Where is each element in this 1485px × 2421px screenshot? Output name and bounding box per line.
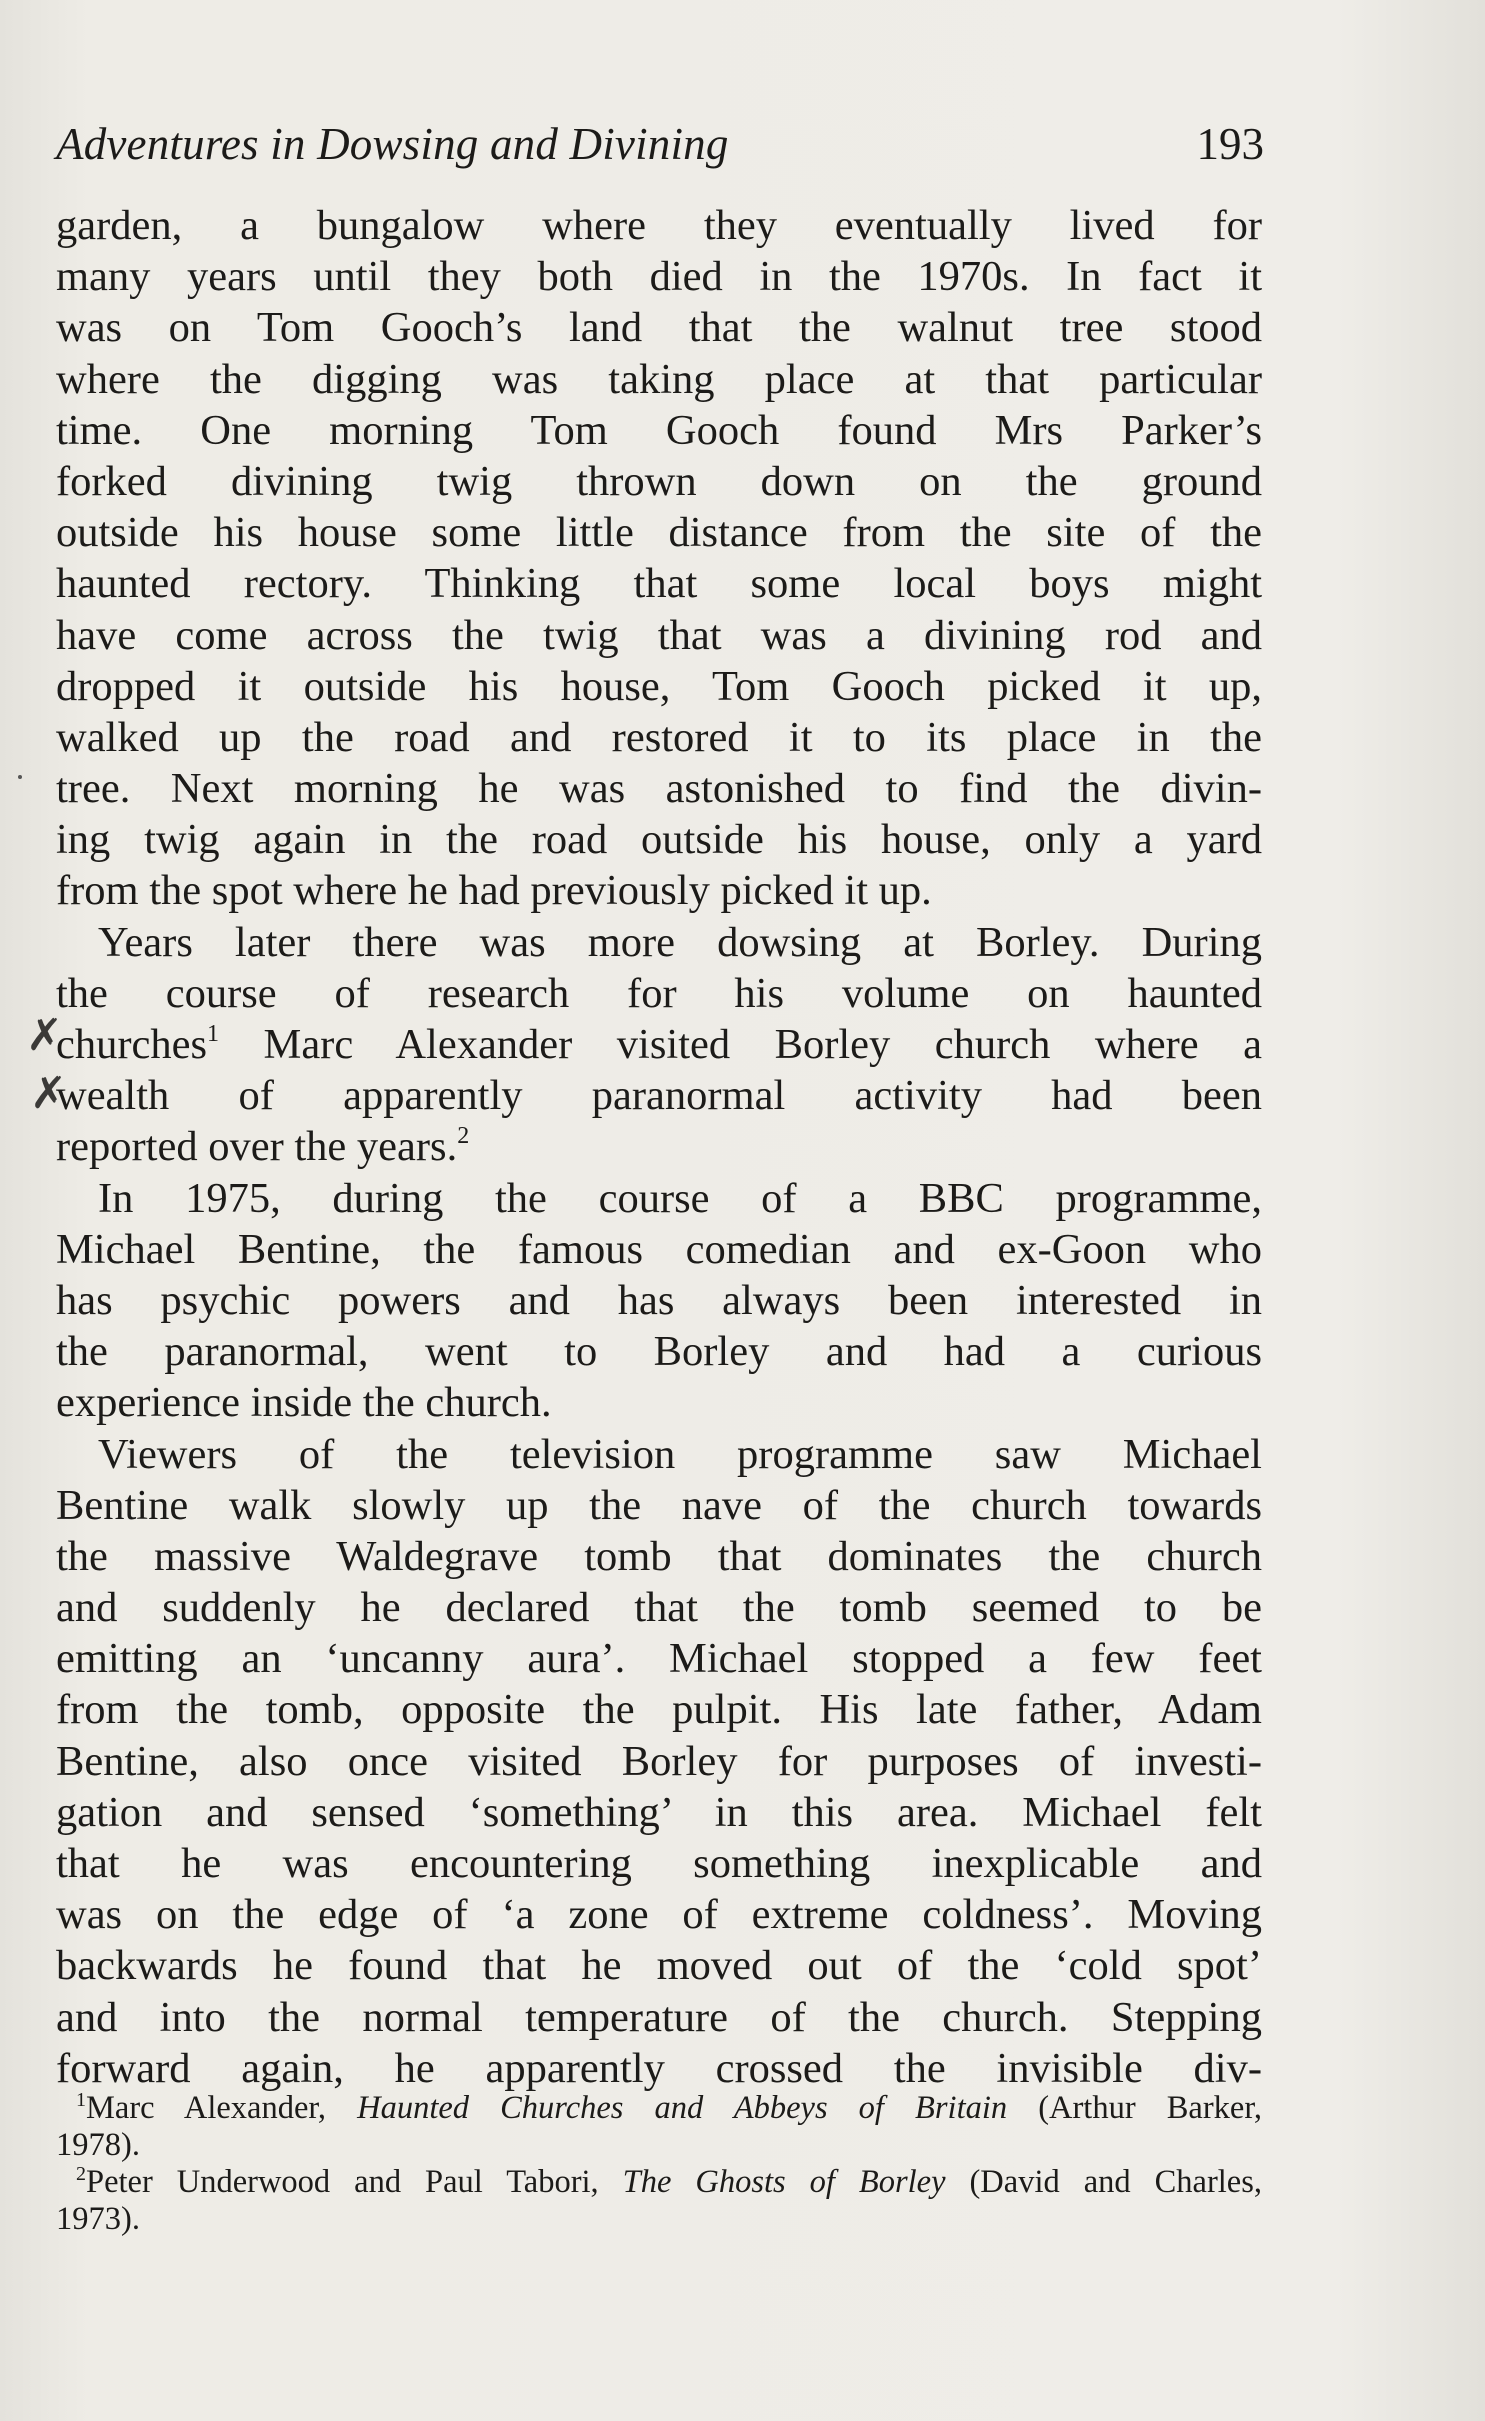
footnote-title: The Ghosts of Borley [622,2164,946,2200]
text-line: has psychic powers and has always been interested in [56,1276,1262,1324]
text-segment: churches [56,1021,208,1068]
footnote-author: Peter Underwood and Paul Tabori, [86,2164,623,2200]
footnote-author: Marc Alexander, [86,2090,358,2126]
text-line: garden, a bungalow where they eventually lived for [56,202,1262,249]
text-line: outside his house some little distance from the site of the [56,509,1262,557]
text-line: ing twig again in the road outside his house, only a yard [56,816,1262,864]
footnote-title: Haunted Churches and Abbeys of Britain [357,2090,1008,2126]
footnotes [56,2090,1262,2238]
text-line: In 1975, during the course of a BBC programme, [98,1174,1262,1222]
text-line: many years until they both died in the 1970s. In fact it [56,253,1262,301]
text-line: walked up the road and restored it to its place in the [56,713,1262,761]
text-line: time. One morning Tom Gooch found Mrs Parker’s [56,406,1262,454]
page-header [56,118,1264,178]
text-line: dropped it outside his house, Tom Gooch picked it up, [56,662,1262,710]
text-line: wealth of apparently paranormal activity had been [56,1072,1262,1120]
text-line: Years later there was more dowsing at Borley. During [98,918,1262,966]
text-line: from the tomb, opposite the pulpit. His late father, Adam [56,1686,1262,1734]
text-line: emitting an ‘uncanny aura’. Michael stopped a few feet [56,1635,1262,1683]
text-segment: Marc Alexander visited Borley church where a [263,1021,1263,1068]
text-line: forked divining twig thrown down on the ground [56,457,1262,505]
text-line: have come across the twig that was a divining rod and [56,611,1262,659]
text-line: Bentine walk slowly up the nave of the church towards [56,1481,1262,1529]
text-line: was on the edge of ‘a zone of extreme coldness’. Moving [56,1891,1262,1939]
text-line: the massive Waldegrave tomb that dominates the church [56,1532,1262,1580]
text-line: backwards he found that he moved out of the ‘cold spot’ [56,1942,1262,1990]
text-line: was on Tom Gooch’s land that the walnut tree stood [56,304,1262,352]
text-line: that he was encountering something inexplicable and [56,1840,1262,1887]
text-line: Bentine, also once visited Borley for purposes of investi- [56,1737,1262,1785]
footnote-1 [56,2090,1262,2127]
text-line: and into the normal temperature of the church. Stepping [56,1993,1262,2041]
text-line: experience inside the church. [56,1379,552,1427]
footnote-2-year: 1973). [56,2201,140,2237]
text-line: tree. Next morning he was astonished to find the divin- [56,765,1262,813]
text-line-with-note [56,1121,1262,1172]
footnote-number: 1 [76,2089,86,2111]
footnote-publisher: (Arthur Barker, [1007,2090,1262,2126]
text-line: haunted rectory. Thinking that some local boys might [56,560,1262,608]
text-line: the paranormal, went to Borley and had a curious [56,1328,1262,1376]
running-head: Adventures in Dowsing and Divining [56,119,729,169]
footnote-publisher: (David and Charles, [945,2164,1262,2200]
pencil-cross-mark: ✗ [30,1068,67,1119]
text-line: gation and sensed ‘something’ in this area. Michael felt [56,1788,1262,1836]
stray-mark [18,775,22,779]
text-segment: reported over the years. [56,1123,458,1171]
footnote-2 [56,2164,1262,2201]
page-number: 193 [1196,119,1264,169]
footnote-number: 2 [76,2163,86,2185]
text-line: forward again, he apparently crossed the invisible div- [56,2044,1262,2092]
text-line: where the digging was taking place at that particular [56,355,1262,403]
text-line: Michael Bentine, the famous comedian and ex-Goon who [56,1225,1262,1273]
text-line: Viewers of the television programme saw Michael [98,1430,1262,1478]
note-ref-1: 1 [207,1021,220,1047]
text-line: from the spot where he had previously picked it up. [56,867,932,915]
footnote-1-year: 1978). [56,2127,140,2163]
text-line: the course of research for his volume on haunted [56,969,1262,1017]
text-line: and suddenly he declared that the tomb seemed to be [56,1584,1262,1632]
body-text [56,200,1262,2094]
text-line-with-note [56,1019,1262,1070]
note-ref-2: 2 [457,1123,470,1150]
pencil-cross-mark: ✗ [26,1010,63,1061]
